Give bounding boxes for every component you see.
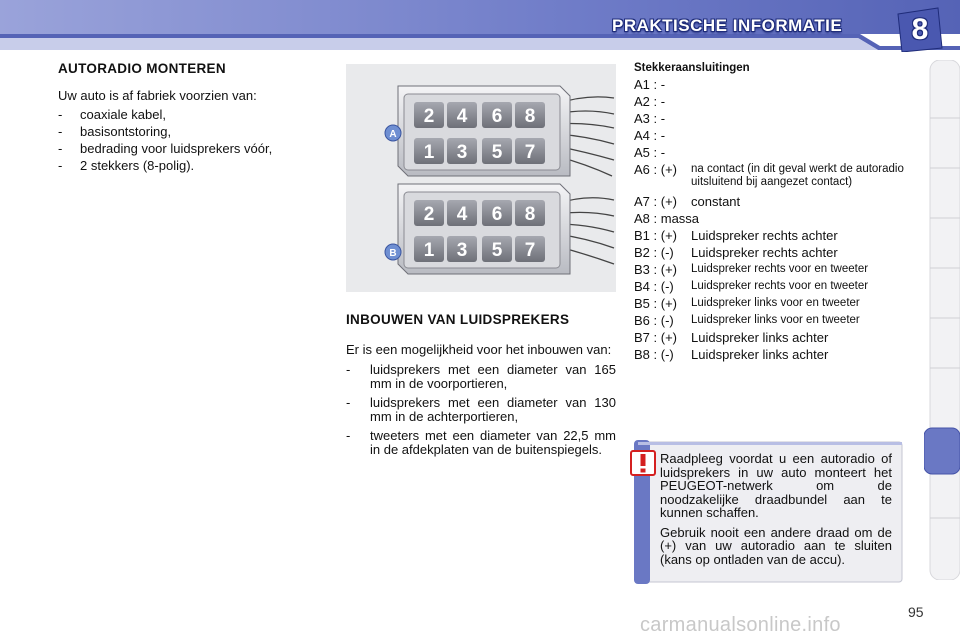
pin-code: B3 : (+) [634, 262, 677, 277]
pin-label: 2 [423, 204, 435, 225]
pin-code: B8 : (-) [634, 347, 674, 362]
pin-label: 6 [491, 204, 503, 225]
pin-desc: Luidspreker rechts voor en tweeter [691, 280, 869, 292]
pinout-row [634, 244, 914, 261]
pin-label: 7 [524, 142, 536, 163]
pin-code: A1 : - [634, 77, 666, 92]
list-item: - bedrading voor luidsprekers vóór, [58, 140, 328, 157]
pin-desc [691, 76, 914, 93]
pin-label: 7 [524, 240, 536, 261]
pinout-row [634, 76, 914, 93]
pin-label: 8 [524, 106, 536, 127]
section-title: PRAKTISCHE INFORMATIE [612, 16, 843, 35]
note-paragraph: Raadpleeg voordat u een autoradio of luidsprekers in uw auto monteert het PEUGEOT-netwerk om de noodzakelijke draadbundel aan te kunnen schaffen. [660, 451, 892, 520]
pin-desc: Luidspreker links voor en tweeter [691, 297, 860, 309]
connector-diagram [346, 64, 616, 292]
pinout-row [634, 210, 914, 227]
pin-code: A7 : (+) [634, 194, 677, 209]
pin-label: 5 [491, 142, 503, 163]
pin-desc [699, 210, 914, 227]
pinout-row [634, 278, 914, 295]
pinout-row [634, 161, 914, 189]
pin-desc: Luidspreker rechts achter [691, 245, 838, 260]
warning-icon [630, 450, 656, 476]
connector-a-label: A [389, 129, 397, 140]
pin-code: B6 : (-) [634, 313, 674, 328]
radio-install-section [58, 60, 328, 174]
pin-desc: Luidspreker links achter [691, 347, 829, 362]
watermark: carmanualsonline.info [640, 614, 841, 636]
note-text [660, 452, 892, 572]
chapter-number: 8 [911, 13, 929, 46]
pin-code: B2 : (-) [634, 245, 674, 260]
pin-desc: Luidspreker links voor en tweeter [691, 314, 860, 326]
pin-desc: constant [691, 194, 741, 209]
connector-illustration [346, 64, 616, 292]
pin-label: 1 [423, 240, 435, 261]
speaker-install-heading: INBOUWEN VAN LUIDSPREKERS [346, 312, 570, 327]
chapter-tabs [924, 60, 960, 580]
pin-desc: Luidspreker rechts voor en tweeter [691, 263, 869, 275]
list-item: - coaxiale kabel, [58, 106, 328, 123]
pin-desc: Luidspreker links achter [691, 330, 829, 345]
pin-label: 5 [491, 240, 503, 261]
pinout-row [634, 227, 914, 244]
pin-desc: Luidspreker rechts achter [691, 228, 838, 243]
pinout-heading: Stekkeraansluitingen [634, 62, 750, 74]
pin-label: 3 [456, 240, 468, 261]
pinout-row [634, 110, 914, 127]
radio-install-heading: AUTORADIO MONTEREN [58, 61, 226, 76]
page-number: 95 [908, 604, 924, 620]
speaker-install-section [346, 313, 616, 462]
pinout-row [634, 329, 914, 346]
pin-code: A5 : - [634, 145, 666, 160]
connector-pinout-section [634, 62, 914, 363]
speaker-install-intro: Er is een mogelijkheid voor het inbouwen van: [346, 342, 612, 357]
radio-install-list [58, 106, 328, 174]
pinout-row [634, 346, 914, 363]
pin-label: 4 [456, 204, 468, 225]
pin-code: A3 : - [634, 111, 666, 126]
list-item: - tweeters met een diameter van 22,5 mm in de afdekplaten van de buitenspiegels. [346, 429, 616, 457]
pin-label: 6 [491, 106, 503, 127]
pinout-row [634, 295, 914, 312]
pinout-row [634, 127, 914, 144]
pinout-row [634, 144, 914, 161]
pin-code: A6 : (+) [634, 162, 677, 177]
pin-code: B1 : (+) [634, 228, 677, 243]
pin-label: 1 [423, 142, 435, 163]
pin-desc [691, 93, 914, 110]
list-item: - basisontstoring, [58, 123, 328, 140]
connector-b-label: B [389, 248, 397, 259]
pinout-row [634, 312, 914, 329]
pin-code: B7 : (+) [634, 330, 677, 345]
pin-desc [691, 110, 914, 127]
pin-code: B4 : (-) [634, 279, 674, 294]
pin-desc [691, 127, 914, 144]
pin-label: 3 [456, 142, 468, 163]
list-item: - luidsprekers met een diameter van 130 mm in de achterportieren, [346, 396, 616, 424]
pin-label: 8 [524, 204, 536, 225]
pin-label: 4 [456, 106, 468, 127]
pin-code: B5 : (+) [634, 296, 677, 311]
note-paragraph: Gebruik nooit een andere draad om de (+) van uw autoradio aan te sluiten (kans op ontladen van de accu). [660, 524, 892, 567]
pin-label: 2 [423, 106, 435, 127]
pin-code: A2 : - [634, 94, 666, 109]
pin-desc [691, 144, 914, 161]
speaker-install-list [346, 363, 616, 457]
pin-desc: na contact (in dit geval werkt de autoradio uitsluitend bij aangezet contact) [691, 163, 904, 188]
pinout-row [634, 193, 914, 210]
list-item: - luidsprekers met een diameter van 165 mm in de voorportieren, [346, 363, 616, 391]
pinout-row [634, 93, 914, 110]
radio-install-intro: Uw auto is af fabriek voorzien van: [58, 88, 257, 103]
pin-code: A8 : massa [634, 211, 700, 226]
pinout-row [634, 261, 914, 278]
list-item: - 2 stekkers (8-polig). [58, 157, 328, 174]
pin-code: A4 : - [634, 128, 666, 143]
